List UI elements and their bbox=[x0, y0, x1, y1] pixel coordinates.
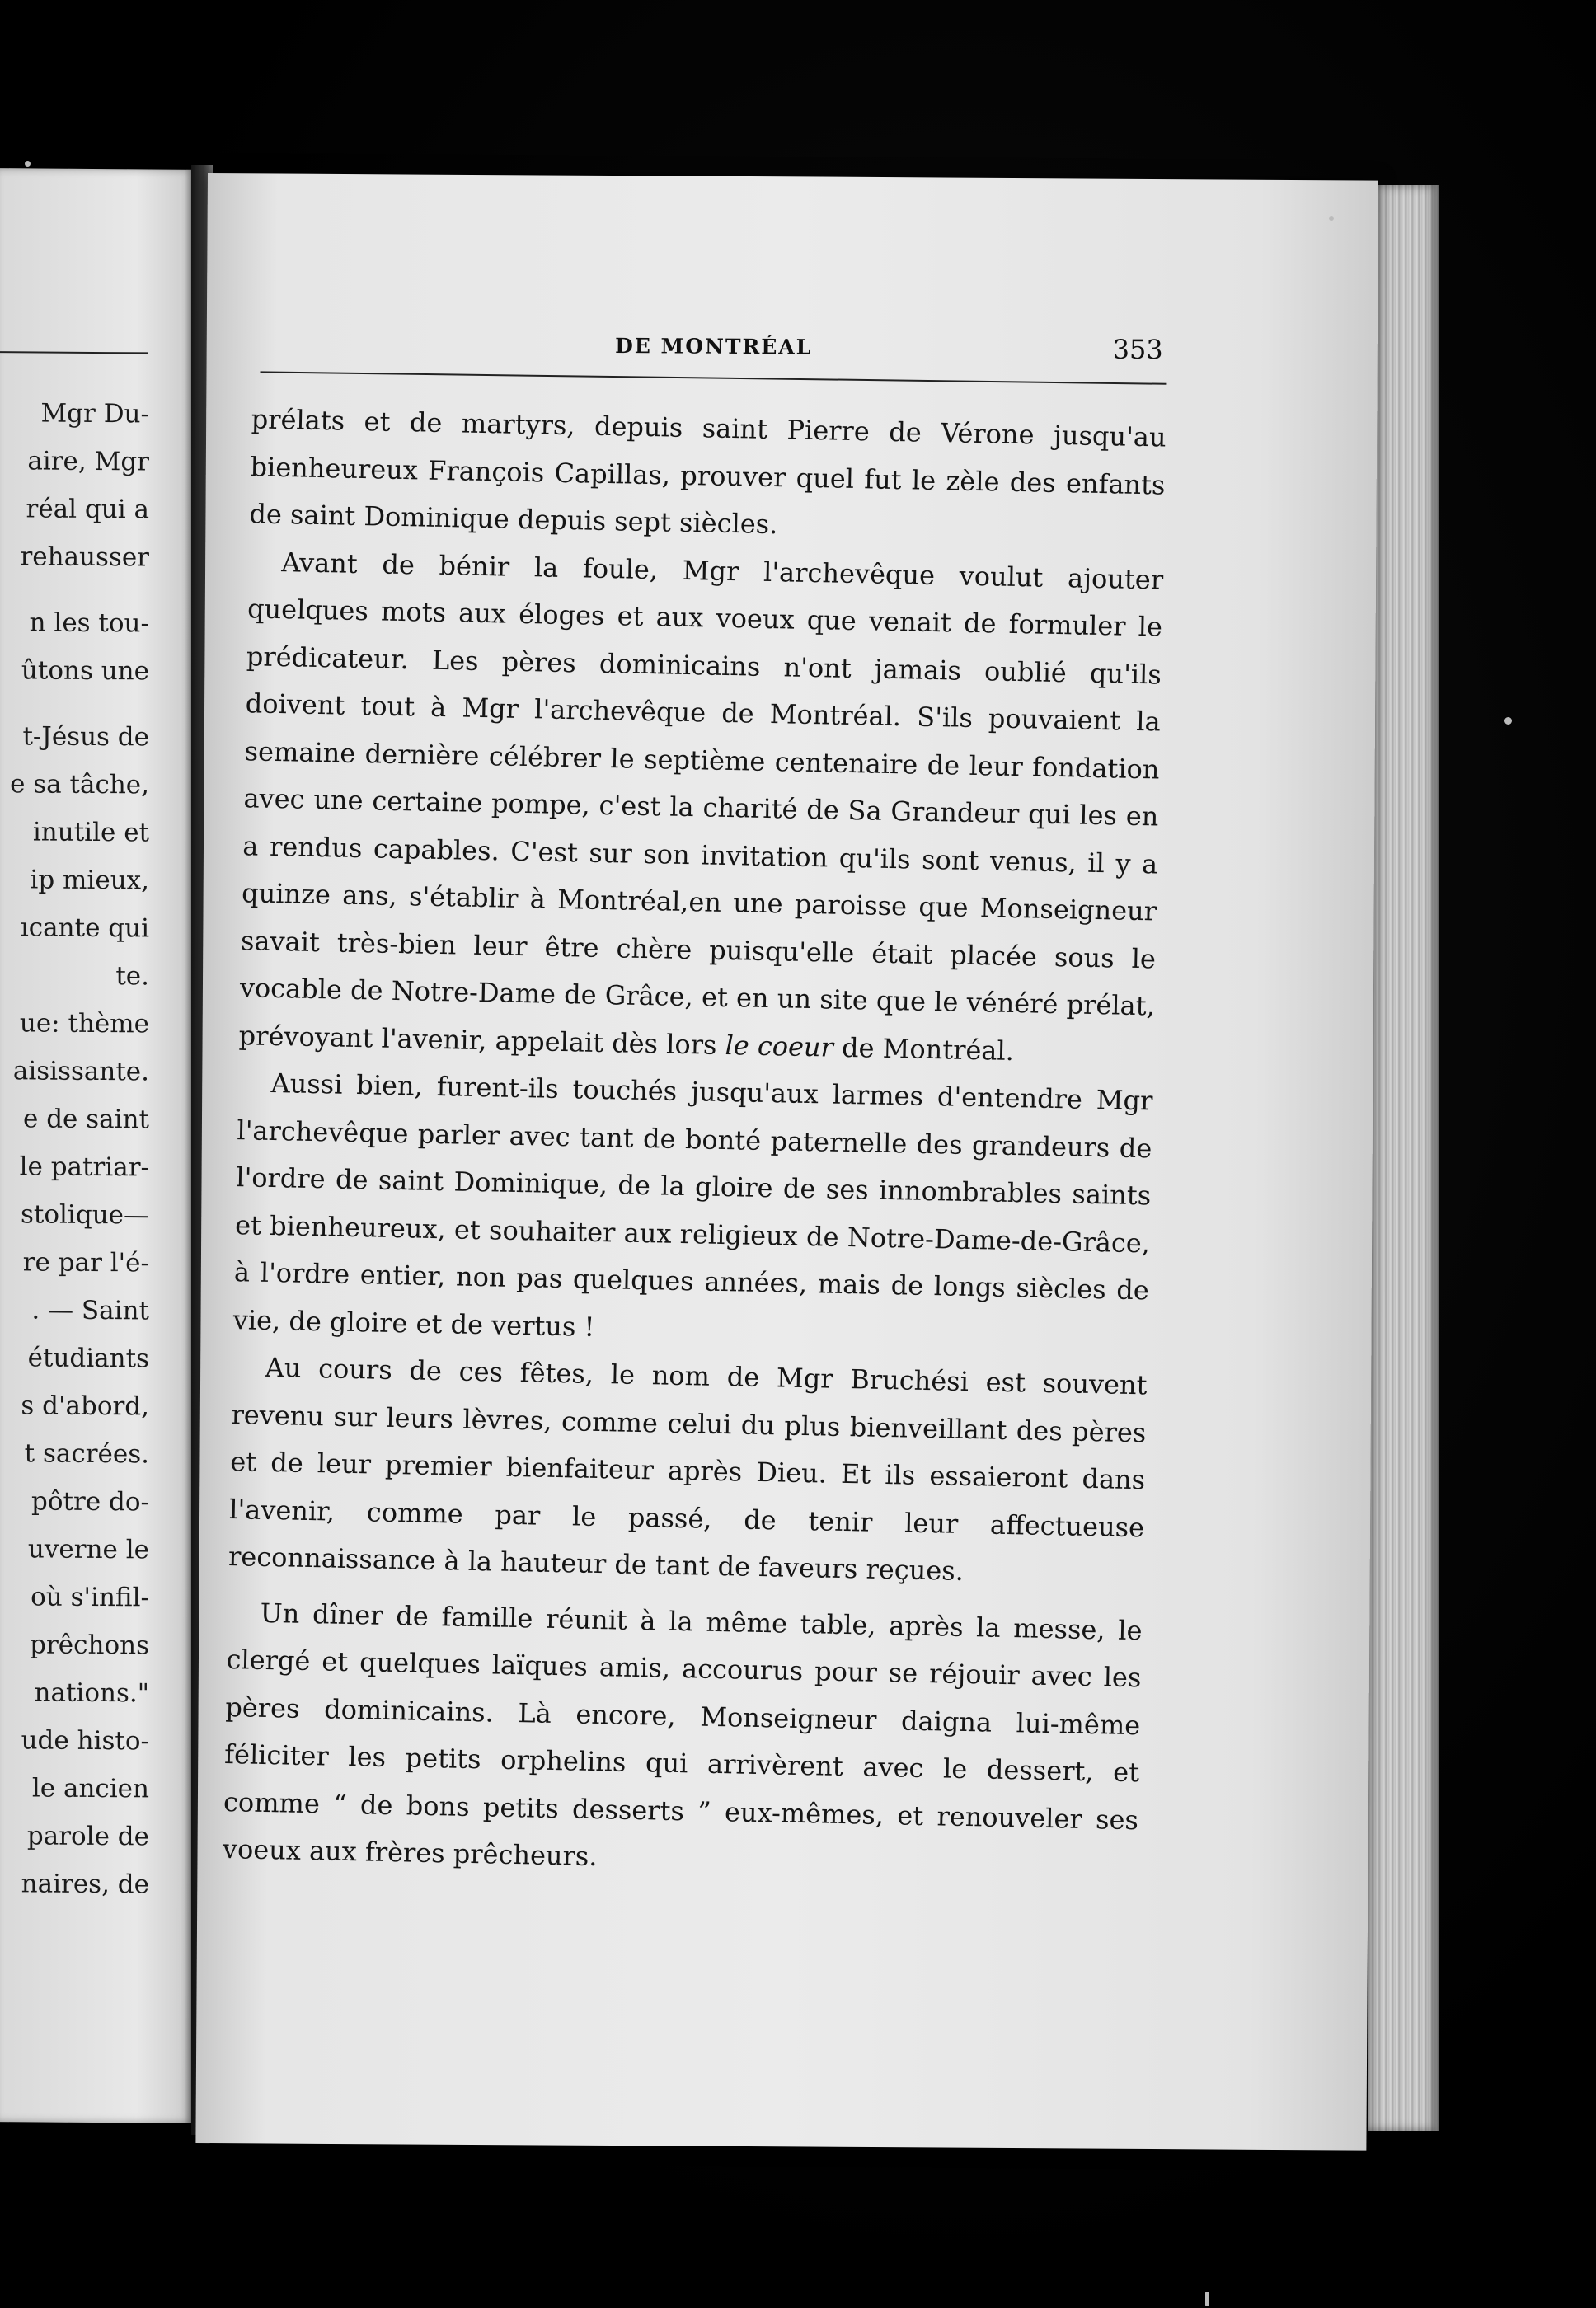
left-line: t-Jésus de bbox=[22, 721, 149, 753]
left-line: naires, de bbox=[21, 1869, 149, 1900]
left-line: ûtons une bbox=[21, 655, 149, 687]
page-number: 353 bbox=[1112, 333, 1163, 366]
left-line: uverne le bbox=[27, 1534, 149, 1565]
left-line: nations." bbox=[34, 1677, 149, 1709]
paragraph: Un dîner de famille réunit à la même table, après la messe, le clergé et quelques laïques amis, accourus pour se réjouir avec les pères dominicains. Là encore, Monseigneur daigna lui-même féliciter les petits orphelins qui arrivèrent avec le dessert, et comme “ de bons petits desserts ” eux-mêmes, et renouveler ses voeux aux frères prêcheurs. bbox=[222, 1597, 1143, 1873]
left-line: aire, Mgr bbox=[27, 446, 149, 477]
left-line: étudiants bbox=[27, 1343, 149, 1374]
left-line: inutile et bbox=[32, 817, 149, 848]
body-text bbox=[222, 396, 1166, 1891]
left-line: Mgr Du- bbox=[40, 398, 149, 429]
left-line: e sa tâche, bbox=[10, 769, 149, 800]
page-block-edges bbox=[1368, 185, 1439, 2131]
left-line: stolique— bbox=[20, 1199, 149, 1231]
left-line: e de saint bbox=[23, 1104, 149, 1135]
left-line: prêchons bbox=[30, 1630, 149, 1661]
paragraph: prélats et de martyrs, depuis saint Pierre de Vérone jusqu'au bienheureux François Capillas, prouver quel fut le zèle des enfants de saint Dominique depuis sept siècles. bbox=[249, 403, 1166, 541]
left-header-rule bbox=[0, 351, 148, 354]
left-page-text bbox=[0, 389, 149, 1909]
left-line: re par l'é- bbox=[22, 1247, 149, 1278]
dust-speck bbox=[1504, 717, 1512, 725]
left-line: ude histo- bbox=[21, 1725, 149, 1757]
left-line: . — Saint bbox=[31, 1295, 149, 1326]
left-line: te. bbox=[115, 961, 149, 992]
left-line: ue: thème bbox=[19, 1008, 149, 1039]
paragraph: Au cours de ces fêtes, le nom de Mgr Bruchési est souvent revenu sur leurs lèvres, comme celui du plus bienveillant des pères et de leur premier bienfaiteur après Dieu. Et ils essaieront dans l'avenir, comme par le passé, de tenir leur affectueuse reconnaissance à la hauteur de tant de faveurs reçues. bbox=[228, 1351, 1148, 1587]
left-line: t sacrées. bbox=[24, 1438, 149, 1470]
left-line: s d'abord, bbox=[21, 1391, 149, 1422]
left-line: ip mieux, bbox=[30, 865, 149, 896]
left-line: rehausser bbox=[20, 542, 149, 573]
left-page bbox=[0, 168, 195, 2123]
dust-speck bbox=[1205, 2292, 1209, 2306]
paragraph: Avant de bénir la foule, Mgr l'archevêque voulut ajouter quelques mots aux éloges et aux voeux que venait de formuler le prédicateur. Les pères dominicains n'ont jamais oublié qu'ils doivent tout à Mgr l'archevêque de Montréal. S'ils pouvaient la semaine dernière célébrer le septième centenaire de leur fondation avec une certaine pompe, c'est la charité de Sa Grandeur qui les en a rendus capables. C'est sur son invitation qu'ils sont venus, il y a quinze ans, s'établir à Montréal,en une paroisse que Monseigneur savait très-bien leur être chère puisqu'elle était placée sous le vocable de Notre-Dame de Grâce, et en un site que le vénéré prélat, prévoyant l'avenir, appelait dès lors le coeur de Montréal. bbox=[238, 546, 1164, 1067]
emphasis: le coeur bbox=[725, 1029, 834, 1063]
page-header bbox=[265, 330, 1163, 368]
paragraph: Aussi bien, furent-ils touchés jusqu'aux larmes d'entendre Mgr l'archevêque parler avec tant de bonté paternelle des grandeurs de l'ordre de saint Dominique, de la gloire de ses innombrables saints et bienheureux, et souhaiter aux religieux de Notre-Dame-de-Grâce, à l'ordre entier, non pas quelques années, mais de longs siècles de vie, de gloire et de vertus ! bbox=[232, 1067, 1153, 1343]
left-line: réal qui a bbox=[26, 494, 149, 525]
left-line: parole de bbox=[26, 1821, 149, 1852]
left-line: le patriar- bbox=[19, 1152, 149, 1183]
left-line: aisissante. bbox=[12, 1056, 149, 1087]
dust-speck bbox=[25, 161, 31, 167]
dust-speck bbox=[1329, 216, 1334, 221]
header-rule bbox=[261, 371, 1167, 384]
running-head: DE MONTRÉAL bbox=[615, 334, 813, 359]
left-line: n les tou- bbox=[29, 607, 149, 639]
left-line: où s'infil- bbox=[31, 1582, 149, 1613]
left-line: ıcante qui bbox=[20, 912, 149, 944]
right-page bbox=[195, 173, 1378, 2151]
left-line: le ancien bbox=[31, 1773, 149, 1804]
left-line: pôtre do- bbox=[31, 1486, 149, 1518]
